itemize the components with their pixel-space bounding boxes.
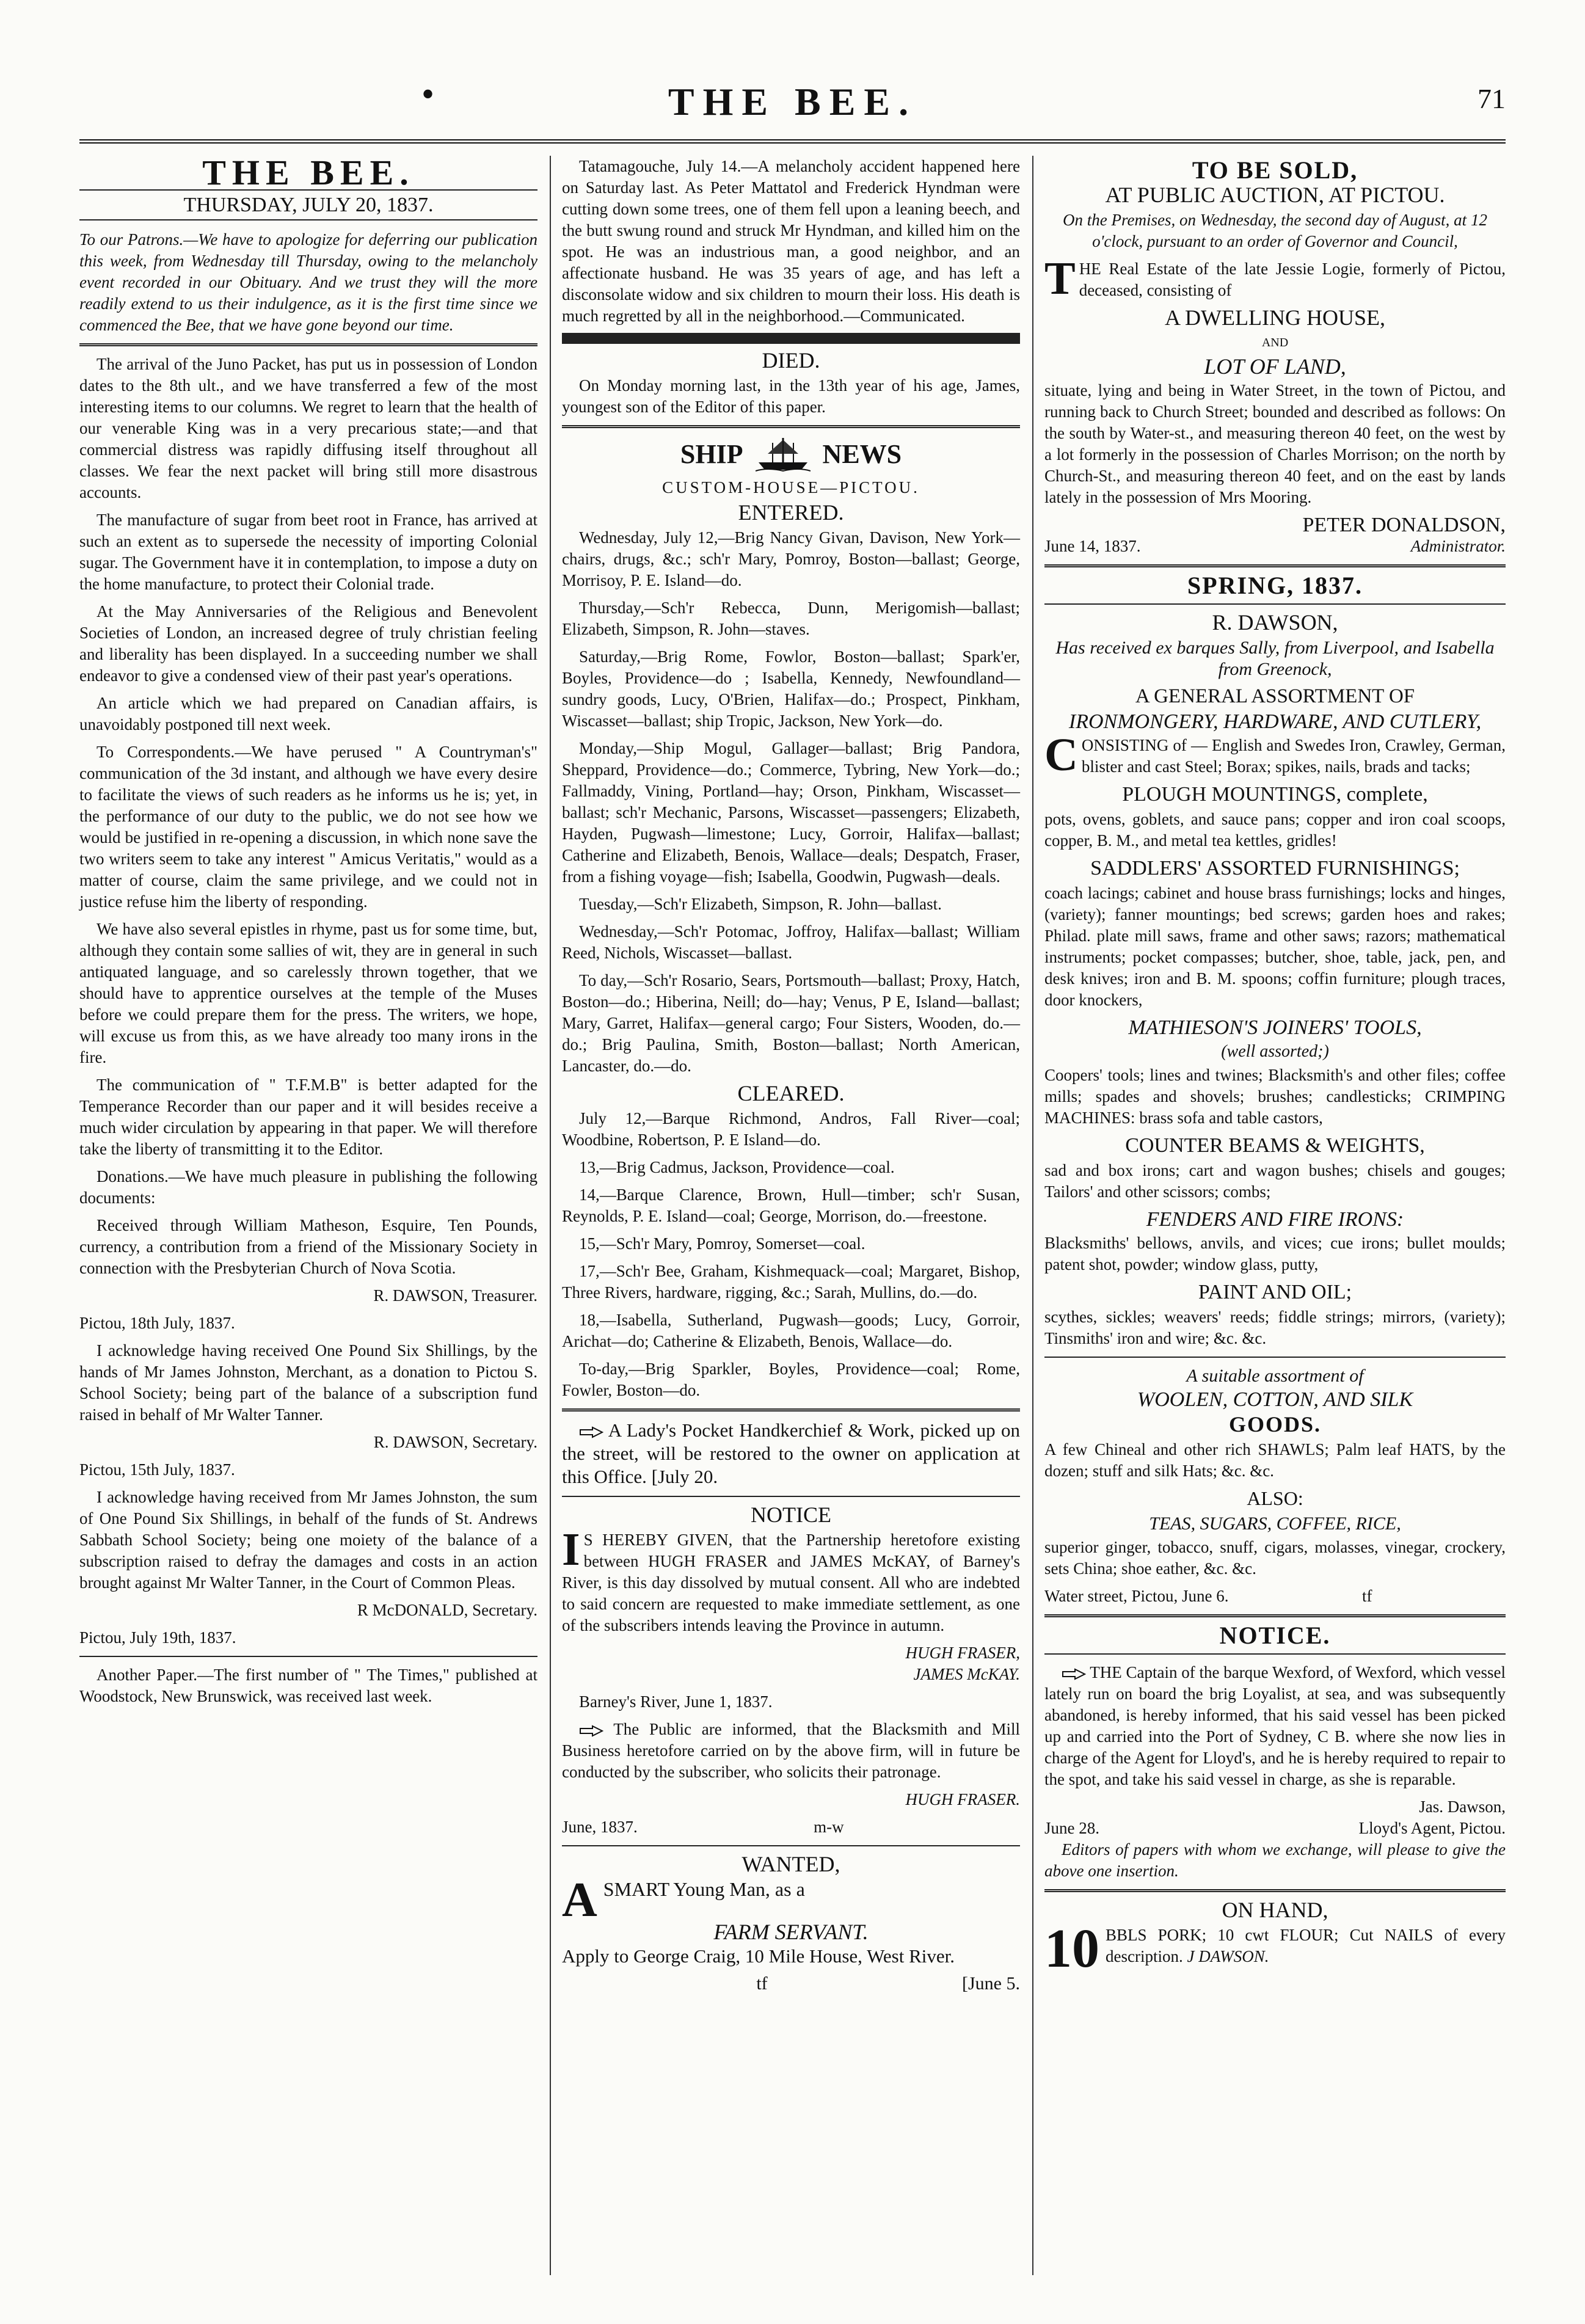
water-street-row: [1044, 1586, 1506, 1607]
entered-item: Wednesday,—Sch'r Potomac, Joffroy, Halifax—ballast; William Reed, Nichols, Wiscasset—ballast.: [562, 922, 1020, 962]
divider: [562, 1845, 1020, 1846]
news-paragraph: We have also several epistles in rhyme, past us for some time, but, although they contain some sallies of wit, they are in general in such antiquated language, and so carelessly thrown together, that we should have to apprentice ourselves at the temple of the Muses before we could prepare them for the press. The writers, we hope, will excuse us from this, as we have already too many irons in the fire.: [79, 920, 537, 1066]
notice-heading: NOTICE: [751, 1503, 831, 1527]
news-paragraph: The arrival of the Juno Packet, has put us in possession of London dates to the 8th ult., and we have transferred a few of the most interesting items to our columns. We regret to learn that the health of our venerable King was in a very precarious state;—and that commercial distress was rapidly diffusing itself throughout all classes. We fear the next packet will bring still more disastrous accounts.: [79, 355, 537, 501]
on-hand-heading: ON HAND,: [1222, 1898, 1328, 1922]
paper-title: THE BEE.: [202, 153, 415, 192]
also-heading: ALSO:: [1247, 1487, 1303, 1509]
coach-text: coach lacings; cabinet and house brass furnishings; locks and hinges, (variety); fanner mountings; bed screws; garden hoes and rakes; Philad. plate mill saws, frame and other saws; razors; mathematical instruments; pocket compasses; butcher, shoe, table, jack, pen, and desk knives; iron and B. M. spoons; coffin furniture; plough traces, door knockers,: [1044, 884, 1506, 1009]
wanted-heading: WANTED,: [741, 1852, 840, 1876]
apology-notice: To our Patrons.—We have to apologize for deferring our publication this week, from Wednesday till Thursday, owing to the melancholy event recorded in our Obituary. And we trust they will the more readily extend to us their indulgence, as it is the first time since we commenced the Bee, that we have gone beyond our time.: [79, 230, 537, 334]
well-assorted: (well assorted;): [1221, 1042, 1329, 1061]
pointing-hand-icon: [1062, 1667, 1086, 1681]
signature: R. DAWSON, Treasurer.: [373, 1286, 537, 1305]
dawson-name: R. DAWSON,: [1212, 610, 1338, 635]
bbls-text: BBLS PORK; 10 cwt FLOUR; Cut NAILS of every description.: [1106, 1926, 1506, 1965]
jas-dawson: Jas. Dawson,: [1419, 1798, 1506, 1816]
wanted-tf: tf: [756, 1973, 768, 1994]
entered-item: Monday,—Ship Mogul, Gallager—ballast; Brig Pandora, Sheppard, Providence—do.; Commerce, Tybring, New York—do.; Fallmaddy, Vining, Portland—hay; Orson, Pinkham, Wiscasset—ballast; sch'r Mechanic, Parsons, Wiscasset—passengers; Elizabeth, Hayden, Pugwash—limestone; Lucy, Gorroir, Halifax—ballast; Catherine and Elizabeth, Benois, Wallace—deals; Despatch, Fraser, from a fishing voyage—fish; Isabella, Goodwin, Pugwash—deals.: [562, 739, 1020, 886]
received-text: Has received ex barques Sally, from Liverpool, and Isabella from Greenock,: [1055, 638, 1495, 679]
peter-donaldson: PETER DONALDSON,: [1302, 514, 1506, 536]
notice-heading: NOTICE.: [1219, 1622, 1331, 1649]
tatamagouche-news: Tatamagouche, July 14.—A melancholy accident happened here on Saturday last. As Peter Mattatol and Frederick Hyndman were cutting down some trees, one of them fell upon a leaning beech, and the butt swung round and struck Mr Hyndman, and killed him on the spot. He was an industrious man, a good neighbor, and an affectionate husband. He was 35 years of age, and has left a disconsolate widow and six children to mourn their loss. His death is much regretted by all in the neighborhood.—Communicated.: [562, 157, 1020, 325]
ten-number: 10: [1044, 1918, 1099, 1979]
news-paragraph: The communication of " T.F.M.B" is better adapted for the Temperance Recorder than our paper and it will besides receive a much wider circulation by appearing in that paper. We will therefore take the liberty of transmitting it to the Editor.: [79, 1076, 537, 1158]
coopers-text: Coopers' tools; lines and twines; Blacksmith's and other files; coffee mills; spades and shovels; brushes; candlesticks; CRIMPING MACHINES: brass sofa and table castors,: [1044, 1066, 1506, 1127]
column-divider-1: [550, 156, 551, 2275]
water-street: Water street, Pictou, June 6.: [1044, 1587, 1229, 1605]
signature-place: Pictou, 15th July, 1837.: [79, 1460, 235, 1479]
blacksmith-notice: [562, 1719, 1020, 1783]
signature-place: Pictou, 18th July, 1837.: [79, 1314, 235, 1332]
column-1: [79, 153, 537, 2275]
wanted-apply: Apply to George Craig, 10 Mile House, West River.: [562, 1945, 955, 1967]
divider: [1044, 564, 1506, 567]
administrator: Administrator.: [1410, 537, 1506, 555]
editors-note: Editors of papers with whom we exchange, will please to give the above one insertion.: [1044, 1840, 1506, 1880]
entered-item: To day,—Sch'r Rosario, Sears, Portsmouth—ballast; Proxy, Hatch, Boston—do.; Hiberina, Neill; do—hay; Venus, P E, Island—ballast; Mary, Garret, Halifax—general cargo; Four Sisters, Wooden, do.—do.; Brig Paulina, Smith, Boston—ballast; North American, Lancaster, do.—do.: [562, 971, 1020, 1075]
drop-cap: C: [1044, 729, 1078, 781]
signature: R. DAWSON, Secretary.: [373, 1433, 537, 1451]
blacksmith-mw: m-w: [814, 1818, 844, 1836]
cleared-item: To-day,—Brig Sparkler, Boyles, Providence—coal; Rome, Fowler, Boston—do.: [562, 1360, 1020, 1399]
pots-text: pots, ovens, goblets, and sauce pans; copper and iron coal scoops, copper, B. M., and metal tea kettles, gridles!: [1044, 810, 1506, 850]
spring-heading: SPRING, 1837.: [1187, 572, 1363, 599]
notice-signature: JAMES McKAY.: [913, 1665, 1020, 1683]
divider: [79, 1656, 537, 1657]
divider: [1044, 1357, 1506, 1358]
wanted-footer: [562, 1973, 1020, 1994]
j-dawson: J DAWSON.: [1187, 1947, 1269, 1965]
drop-cap: T: [1044, 253, 1076, 304]
teas-heading: TEAS, SUGARS, COFFEE, RICE,: [1149, 1514, 1401, 1534]
ship-news-right: NEWS: [822, 439, 902, 469]
to-be-sold-heading: TO BE SOLD,: [1192, 156, 1358, 184]
sad-irons-text: sad and box irons; cart and wagon bushes; chisels and gouges; Tailors' and other scissors; combs;: [1044, 1161, 1506, 1201]
fenders-heading: FENDERS AND FIRE IRONS:: [1146, 1208, 1404, 1231]
farm-servant: FARM SERVANT.: [713, 1920, 869, 1944]
estate-body: HE Real Estate of the late Jessie Logie, formerly of Pictou, deceased, consisting of: [1079, 260, 1506, 299]
scythes-text: scythes, sickles; weavers' reeds; fiddle strings; mirrors, (variety); Tinsmiths' iron and wire; &c. &c.: [1044, 1308, 1506, 1347]
pointing-hand-icon: [579, 1425, 603, 1440]
news-paragraph: The manufacture of sugar from beet root in France, has arrived at such an extent as to supersede the necessity of importing Colonial sugar. The Government have it in contemplation, to impose a duty on the home manufacture, to protect their Colonial trade.: [79, 511, 537, 593]
divider: [1044, 1889, 1506, 1892]
newspaper-page: [79, 67, 1506, 2278]
notice-signature: HUGH FRASER,: [905, 1644, 1020, 1662]
goods-heading: GOODS.: [1228, 1412, 1322, 1437]
consisting-body: ONSISTING of — English and Swedes Iron, Crawley, German, blister and cast Steel; Borax; spikes, nails, brads and tacks;: [1081, 736, 1506, 776]
divider: [1044, 1653, 1506, 1655]
blacksmith-signature: HUGH FRASER.: [905, 1790, 1020, 1809]
consisting-text: [1044, 729, 1506, 781]
entered-item: Tuesday,—Sch'r Elizabeth, Simpson, R. John—ballast.: [579, 895, 942, 913]
news-paragraph: At the May Anniversaries of the Religious and Benevolent Societies of London, an increased degree of truly christian feeling and liberality has been displayed. In a succeeding number we shall endeavor to give a condensed view of their past year's operations.: [79, 602, 537, 685]
died-heading: DIED.: [762, 348, 820, 373]
estate-text: [1044, 253, 1506, 304]
paint-heading: PAINT AND OIL;: [1198, 1281, 1352, 1303]
plough-heading: PLOUGH MOUNTINGS, complete,: [1122, 783, 1428, 806]
general-assortment: A GENERAL ASSORTMENT OF: [1135, 685, 1415, 707]
partnership-notice: [562, 1524, 1020, 1636]
divider: [1044, 603, 1506, 605]
divider: [562, 425, 1020, 428]
donation-receipt: Received through William Matheson, Esquire, Ten Pounds, currency, a contribution from a friend of the Missionary Society in connection with the Presbyterian Church of Nova Scotia.: [79, 1216, 537, 1277]
blacksmiths-text: Blacksmiths' bellows, anvils, and vices; cue irons; bullet moulds; patent shot, powder; window glass, putty,: [1044, 1234, 1506, 1273]
divider-bar: [562, 333, 1020, 344]
premises-text: On the Premises, on Wednesday, the second day of August, at 12 o'clock, pursuant to an order of Governor and Council,: [1063, 211, 1487, 250]
blacksmith-text: The Public are informed, that the Blacksmith and Mill Business heretofore carried on by the above firm, will in future be conducted by the subscriber, who solicits their patronage.: [562, 1720, 1020, 1781]
woolen-heading: WOOLEN, COTTON, AND SILK: [1137, 1388, 1413, 1411]
few-text: A few Chineal and other rich SHAWLS; Palm leaf HATS, by the dozen; stuff and silk Hats; &c. &c.: [1044, 1440, 1506, 1480]
column-2: [562, 156, 1020, 2275]
columns: [79, 153, 1506, 2275]
cleared-item: 18,—Isabella, Sutherland, Pugwash—goods; Lucy, Gorroir, Arichat—do; Catherine & Elizabeth, Benois, Wallace—do.: [562, 1311, 1020, 1350]
died-notice: On Monday morning last, in the 13th year of his age, James, youngest son of the Editor of this paper.: [562, 376, 1020, 416]
notice-place: Barney's River, June 1, 1837.: [579, 1692, 773, 1711]
auction-heading: AT PUBLIC AUCTION, AT PICTOU.: [1105, 183, 1445, 207]
lloyds-row: [1044, 1818, 1506, 1839]
wanted-notice: [562, 1873, 1020, 1927]
cleared-item: 17,—Sch'r Bee, Graham, Kishmequack—coal; Margaret, Bishop, Three Rivers, hardware, rigging, &c.; Sarah, Mullins, do.—do.: [562, 1262, 1020, 1302]
lot-of-land: LOT OF LAND,: [1204, 354, 1346, 379]
lloyds-agent: Lloyd's Agent, Pictou.: [1358, 1819, 1506, 1837]
divider: [79, 343, 537, 346]
captain-notice: [1044, 1662, 1506, 1790]
signature-place: Pictou, July 19th, 1837.: [79, 1628, 236, 1647]
ship-news-heading: [562, 435, 1020, 472]
news-paragraph: An article which we had prepared on Canadian affairs, is unavoidably postponed till next week.: [79, 694, 537, 734]
suitable-text: A suitable assortment of: [1186, 1366, 1364, 1386]
masthead-dot: •: [421, 74, 435, 114]
column-3: [1044, 156, 1506, 2275]
superior-text: superior ginger, tobacco, snuff, cigars, molasses, vinegar, crockery, sets China; shoe eather, &c. &c.: [1044, 1538, 1506, 1578]
acknowledgement: I acknowledge having received from Mr James Johnston, the sum of One Pound Six Shillings, in behalf of the funds of St. Andrews Sabbath School Society; being one moiety of the balance of a subscription raised to defray the damages and costs in an action brought against Mr Walter Tanner, in the Court of Common Pleas.: [79, 1488, 537, 1592]
entered-heading: ENTERED.: [738, 500, 844, 525]
acknowledgement: I acknowledge having received One Pound Six Shillings, by the hands of Mr James Johnston, Merchant, as a donation to Pictou S. School Society; being part of the balance of a subscription fund raised in behalf of Mr Walter Tanner.: [79, 1341, 537, 1424]
dwelling-house: A DWELLING HOUSE,: [1165, 305, 1385, 330]
on-hand-text: [1044, 1918, 1506, 1979]
masthead: [79, 67, 1506, 140]
entered-item: Saturday,—Brig Rome, Fowlor, Boston—ballast; Spark'er, Boyles, Providence—do ; Isabella, Kennedy, Newfoundland—sundry goods, Lucy, O'Brien, Halifax—do.; Prospect, Pinkham, Wiscasset—ballast; ship Tropic, Jackson, New York—do.: [562, 647, 1020, 730]
entered-item: Thursday,—Sch'r Rebecca, Dunn, Merigomish—ballast; Elizabeth, Simpson, R. John—staves.: [562, 599, 1020, 638]
wanted-date: [June 5.: [962, 1973, 1020, 1994]
entered-item: Wednesday, July 12,—Brig Nancy Givan, Davison, New York—chairs, drugs, &c.; sch'r Mary, Pomroy, Boston—ballast; George, Morrisoy, P. E. Island—do.: [562, 528, 1020, 589]
situate-text: situate, lying and being in Water Street, in the town of Pictou, and running back to Church Street; bounded and described as follows: On the south by Water-st., and measuring thereon 40 feet, on the west by a lot formerly in the possession of Charles Morrison; on the north by Church-St., and measuring thereon 40 feet, and on the east by lands lately in the possession of Mrs Mooring.: [1044, 381, 1506, 506]
blacksmith-date-row: [562, 1816, 1020, 1838]
saddlers-heading: SADDLERS' ASSORTED FURNISHINGS;: [1090, 857, 1460, 880]
peter-date: June 14, 1837.: [1044, 537, 1141, 555]
ship-icon: [756, 435, 811, 472]
partnership-text: S HEREBY GIVEN, that the Partnership heretofore existing between HUGH FRASER and JAMES McKAY, of Barney's River, is this day dissolved by mutual consent. All who are indebted to said concern are requested to make immediate settlement, as one of the subscribers intends leaving the Province in autumn.: [562, 1531, 1020, 1634]
custom-house: CUSTOM-HOUSE—PICTOU.: [662, 478, 920, 497]
cleared-item: 15,—Sch'r Mary, Pomroy, Somerset—coal.: [579, 1234, 865, 1253]
ship-news-left: SHIP: [680, 439, 743, 469]
divider: [562, 1408, 1020, 1412]
donations-paragraph: Donations.—We have much pleasure in publishing the following documents:: [79, 1167, 537, 1207]
peter-date-row: [1044, 536, 1506, 557]
counter-heading: COUNTER BEAMS & WEIGHTS,: [1125, 1134, 1425, 1157]
divider: [1044, 1614, 1506, 1617]
handkerchief-notice: [562, 1419, 1020, 1488]
signature: R McDONALD, Secretary.: [357, 1601, 537, 1619]
handkerchief-text: A Lady's Pocket Handkerchief & Work, picked up on the street, will be restored to the owner on application at this Office. [July 20.: [562, 1419, 1020, 1487]
captain-text: THE Captain of the barque Wexford, of Wexford, which vessel lately run on board the brig Loyalist, at sea, and was subsequently abandoned, is hereby informed, that his said vessel has been picked up and carried into the Port of Sydney, C B. where she now lies in charge of the Agent for Lloyd's, and he is hereby required to repair to the spot, and take his said vessel in charge, as she is reparable.: [1044, 1663, 1506, 1788]
another-paper: Another Paper.—The first number of " The Times," published at Woodstock, New Brunswick, was received last week.: [79, 1666, 537, 1705]
masthead-title: THE BEE.: [668, 80, 917, 123]
mathieson-heading: MATHIESON'S JOINERS' TOOLS,: [1128, 1016, 1422, 1039]
cleared-item: 14,—Barque Clarence, Brown, Hull—timber; sch'r Susan, Reynolds, P. E. Island—coal; George, Morrison, do.—freestone.: [562, 1186, 1020, 1225]
column-divider-2: [1032, 156, 1033, 2275]
page-number: 71: [1478, 83, 1506, 114]
cleared-heading: CLEARED.: [737, 1081, 845, 1106]
ironmongery-heading: IRONMONGERY, HARDWARE, AND CUTLERY,: [1068, 710, 1482, 733]
cleared-item: 13,—Brig Cadmus, Jackson, Providence—coal.: [579, 1158, 895, 1176]
tf-mark: tf: [1362, 1587, 1372, 1605]
wanted-text: SMART Young Man, as a: [603, 1878, 805, 1900]
masthead-rule: [79, 139, 1506, 144]
divider: [562, 1496, 1020, 1497]
drop-cap: I: [562, 1524, 580, 1575]
blacksmith-date: June, 1837.: [562, 1818, 638, 1836]
cleared-item: July 12,—Barque Richmond, Andros, Fall River—coal; Woodbine, Robertson, P. E Island—do.: [562, 1109, 1020, 1149]
wanted-drop-letter: A: [562, 1873, 597, 1927]
correspondents-paragraph: To Correspondents.—We have perused " A Countryman's" communication of the 3d instant, and although we have every desire to facilitate the views of such readers as he informs us he is; yet, in the performance of our duty to the public, we do not see how we would be justified in re-opening a discussion, in which none save the two writers seem to take any interest " Amicus Veritatis," would as a matter of course, claim the same privilege, and we could not in justice refuse him the liberty of responding.: [79, 743, 537, 911]
june-28: June 28.: [1044, 1819, 1099, 1837]
pointing-hand-icon: [579, 1724, 603, 1738]
and-word: AND: [1261, 336, 1289, 349]
issue-date: THURSDAY, JULY 20, 1837.: [79, 189, 537, 220]
